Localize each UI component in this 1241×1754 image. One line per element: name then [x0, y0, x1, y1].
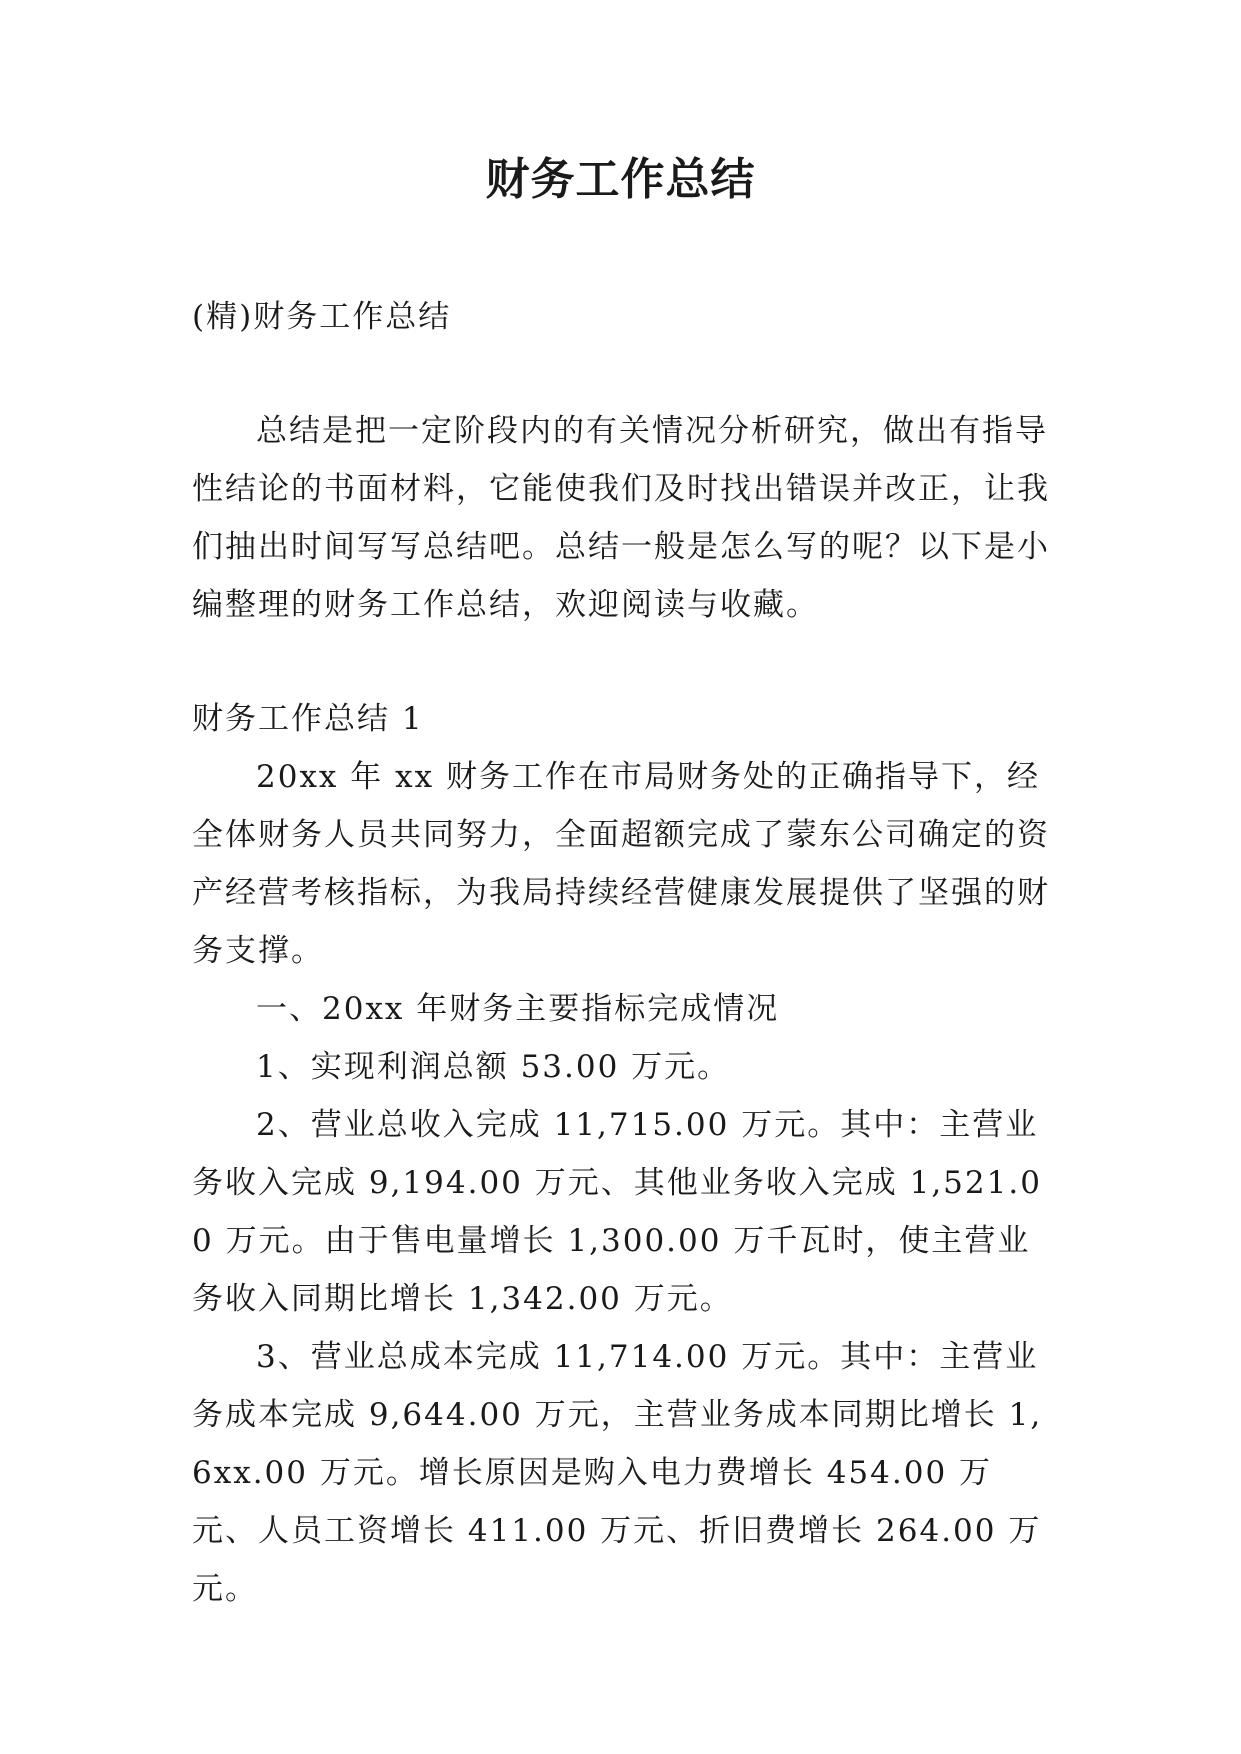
document-title: 财务工作总结: [485, 154, 756, 205]
paragraph-cost: 3、营业总成本完成 11,714.00 万元。其中：主营业务成本完成 9,644.00 万元，主营业务成本同期比增长 1,6xx.00 万元。增长原因是购入电力费增长 454.00 万元、人员工资增长 411.00 万元、折旧费增长 264.00 万元。: [192, 1339, 1043, 1607]
section-heading: 财务工作总结 1: [192, 701, 424, 737]
paragraph-revenue: 2、营业总收入完成 11,715.00 万元。其中：主营业务收入完成 9,194.00 万元、其他业务收入完成 1,521.00 万元。由于售电量增长 1,300.00 万千瓦时，使主营业务收入同期比增长 1,342.00 万元。: [192, 1107, 1042, 1317]
intro-paragraph: 总结是把一定阶段内的有关情况分析研究，做出有指导性结论的书面材料，它能使我们及时找出错误并改正，让我们抽出时间写写总结吧。总结一般是怎么写的呢？以下是小编整理的财务工作总结，欢迎阅读与收藏。: [192, 413, 1050, 623]
paragraph-indicators-heading: 一、20xx 年财务主要指标完成情况: [256, 991, 780, 1027]
paragraph-overview: 20xx 年 xx 财务工作在市局财务处的正确指导下，经全体财务人员共同努力，全面超额完成了蒙东公司确定的资产经营考核指标，为我局持续经营健康发展提供了坚强的财务支撑。: [192, 759, 1050, 969]
paragraph-profit: 1、实现利润总额 53.00 万元。: [256, 1049, 731, 1085]
document-subtitle: (精)财务工作总结: [192, 299, 452, 335]
